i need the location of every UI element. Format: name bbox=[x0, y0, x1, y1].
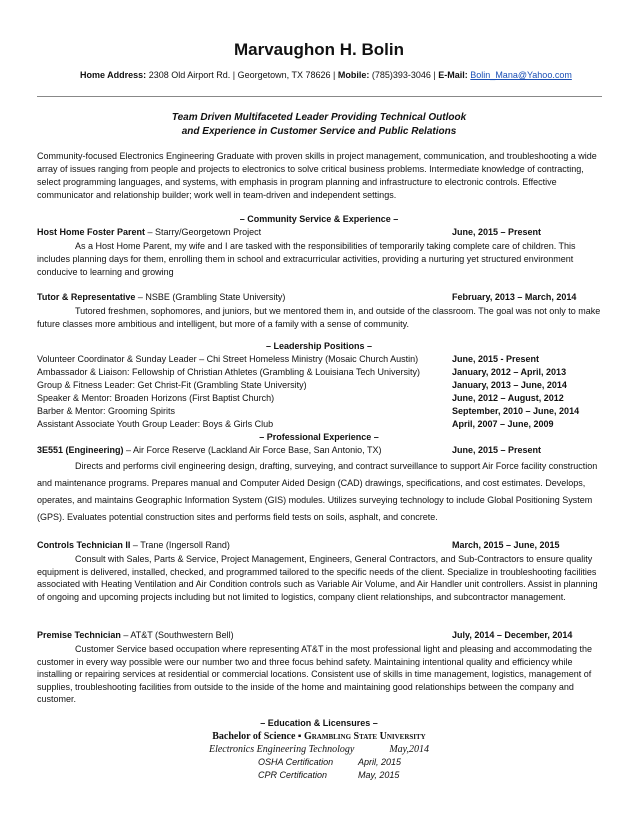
section-title-professional: – Professional Experience – bbox=[259, 432, 379, 442]
community-entry-desc: As a Host Home Parent, my wife and I are tasked with the responsibilities of temporarily taking complete care of children. This includes planning days for them, enrolling them in school and extracurricular activities, providing a nurturing yet structured environment conducive to learning and growing bbox=[37, 241, 576, 277]
major-line bbox=[0, 744, 638, 755]
address-label: Home Address: bbox=[80, 70, 147, 80]
entry-org: – Starry/Georgetown Project bbox=[145, 227, 262, 237]
contact-line bbox=[80, 70, 572, 80]
certification-row bbox=[258, 757, 402, 767]
community-entry-desc: Tutored freshmen, sophomores, and juniors, but we mentored them in, and outside of the classroom. The goal was not only to make future classes more ambitious and intelligent, but more of a family with a sense of community. bbox=[37, 306, 601, 329]
job-employer: – Trane (Ingersoll Rand) bbox=[130, 540, 230, 550]
leadership-role: Volunteer Coordinator & Sunday Leader – Chi Street Homeless Ministry (Mosaic Church Austin) bbox=[37, 354, 419, 364]
leadership-dates: January, 2012 – April, 2013 bbox=[452, 367, 567, 377]
degree-line bbox=[0, 731, 638, 742]
job-dates: July, 2014 – December, 2014 bbox=[452, 630, 573, 640]
job-title: 3E551 (Engineering) bbox=[37, 445, 124, 455]
certification-row bbox=[258, 770, 400, 780]
graduation-date: May,2014 bbox=[389, 744, 430, 755]
leadership-role: Ambassador & Liaison: Fellowship of Christian Athletes (Grambling & Louisiana Tech University) bbox=[37, 367, 421, 377]
summary-paragraph: Community-focused Electronics Engineering Graduate with proven skills in project management, communication, and troubleshooting a wide array of issues ranging from people and projects to electronics to solve critical business problems. Intermediate knowledge of contracting, select programming languages, and systems, with emphasis in program planning and infrastructure to electronic controls. Effective communicator and relationship builder; work well in team-driven and independent settings. bbox=[37, 151, 597, 200]
entry-role: Tutor & Representative bbox=[37, 292, 136, 302]
leadership-role: Assistant Associate Youth Group Leader: Boys & Girls Club bbox=[37, 419, 274, 429]
entry-dates: February, 2013 – March, 2014 bbox=[452, 292, 577, 302]
leadership-role: Barber & Mentor: Grooming Spirits bbox=[37, 406, 176, 416]
job-dates: March, 2015 – June, 2015 bbox=[452, 540, 560, 550]
leadership-role: Speaker & Mentor: Broaden Horizons (First Baptist Church) bbox=[37, 393, 275, 403]
mobile-value: (785)393-3046 | bbox=[371, 70, 436, 80]
leadership-row bbox=[37, 406, 602, 419]
job-entry-header bbox=[37, 445, 602, 458]
headline bbox=[0, 111, 638, 139]
email-link[interactable]: Bolin_Mana@Yahoo.com bbox=[470, 70, 572, 80]
leadership-row bbox=[37, 367, 602, 380]
job-entry-header bbox=[37, 540, 602, 553]
section-title-leadership: – Leadership Positions – bbox=[265, 341, 373, 351]
job-description: Consult with Sales, Parts & Service, Project Management, Engineers, General Contractors, and Sub-Contractors to ensure quality equipment is delivered, installed, checked, and programmed tailored to the specific needs of the client. Specialize in troubleshooting facilities associated with Heating Ventilation and Air Condition controls such as Variable Air Volume, and Air Handler unit controllers. Assist in planning of ongoing and upcoming projects including but not limited to logistics, company client relationships, and subcontractor management. bbox=[37, 554, 598, 602]
cert-date: May, 2015 bbox=[358, 770, 400, 780]
leadership-dates: January, 2013 – June, 2014 bbox=[452, 380, 567, 390]
mobile-label: Mobile: bbox=[337, 70, 370, 80]
applicant-name: Marvaughon H. Bolin bbox=[234, 40, 404, 59]
leadership-row bbox=[37, 419, 602, 432]
cert-name: OSHA Certification bbox=[258, 757, 334, 767]
community-entry-header bbox=[37, 227, 602, 240]
bullet-icon: ▪ bbox=[295, 731, 304, 742]
section-title-education: – Education & Licensures – bbox=[260, 718, 378, 728]
job-employer: – AT&T (Southwestern Bell) bbox=[120, 630, 234, 640]
section-title-community: – Community Service & Experience – bbox=[239, 214, 399, 224]
job-dates: June, 2015 – Present bbox=[452, 445, 542, 455]
entry-org: – NSBE (Grambling State University) bbox=[135, 292, 286, 302]
job-title: Controls Technician II bbox=[37, 540, 131, 550]
leadership-row bbox=[37, 354, 602, 367]
leadership-row bbox=[37, 380, 602, 393]
entry-role: Host Home Foster Parent bbox=[37, 227, 146, 237]
leadership-dates: June, 2012 – August, 2012 bbox=[452, 393, 564, 403]
leadership-dates: April, 2007 – June, 2009 bbox=[452, 419, 554, 429]
job-employer: – Air Force Reserve (Lackland Air Force Base, San Antonio, TX) bbox=[123, 445, 382, 455]
cert-date: April, 2015 bbox=[358, 757, 402, 767]
headline-line-2: and Experience in Customer Service and Public Relations bbox=[181, 126, 457, 137]
cert-name: CPR Certification bbox=[258, 770, 328, 780]
email-label: E-Mail: bbox=[438, 70, 468, 80]
leadership-role: Group & Fitness Leader: Get Christ-Fit (Grambling State University) bbox=[37, 380, 307, 390]
leadership-dates: June, 2015 - Present bbox=[452, 354, 540, 364]
job-title: Premise Technician bbox=[37, 630, 121, 640]
school-name: Grambling State University bbox=[303, 731, 426, 742]
degree-name: Bachelor of Science bbox=[212, 731, 296, 742]
major-name: Electronics Engineering Technology bbox=[208, 744, 355, 755]
header-divider bbox=[37, 96, 602, 97]
job-description: Directs and performs civil engineering design, drafting, surveying, and contract surveillance to support Air Force facility construction and maintenance programs. Prepares manual and Computer Aided Design (CAD) drawings, specifications, and cost estimates. Develops, operates, and maintains Geographic Information System (GIS) modules. Utilizes surveying technology to include Global Positioning System (GPS). Evaluates potential construction sites and performs field tests on soils, asphalt, and concrete. bbox=[37, 461, 598, 522]
entry-dates: June, 2015 – Present bbox=[452, 227, 542, 237]
job-description: Customer Service based occupation where representing AT&T in the most professional light and pleasing and accommodating the customer in every way possible were our number two and three focus behind safety. Maintaining intentional quality and efficiency while installing or repairing services at residential or commercial locations. Consistent use of skills in time management, logistics, management of supplies, troubleshooting facilities from outside to the inside of the home and maintaining good relationships between the company and customer. bbox=[37, 644, 592, 704]
community-entry-header bbox=[37, 292, 602, 305]
leadership-row bbox=[37, 393, 602, 406]
leadership-dates: September, 2010 – June, 2014 bbox=[452, 406, 580, 416]
headline-line-1: Team Driven Multifaceted Leader Providing Technical Outlook bbox=[171, 112, 467, 123]
job-entry-header bbox=[37, 630, 602, 643]
address-value: 2308 Old Airport Rd. | Georgetown, TX 78626 | bbox=[148, 70, 336, 80]
